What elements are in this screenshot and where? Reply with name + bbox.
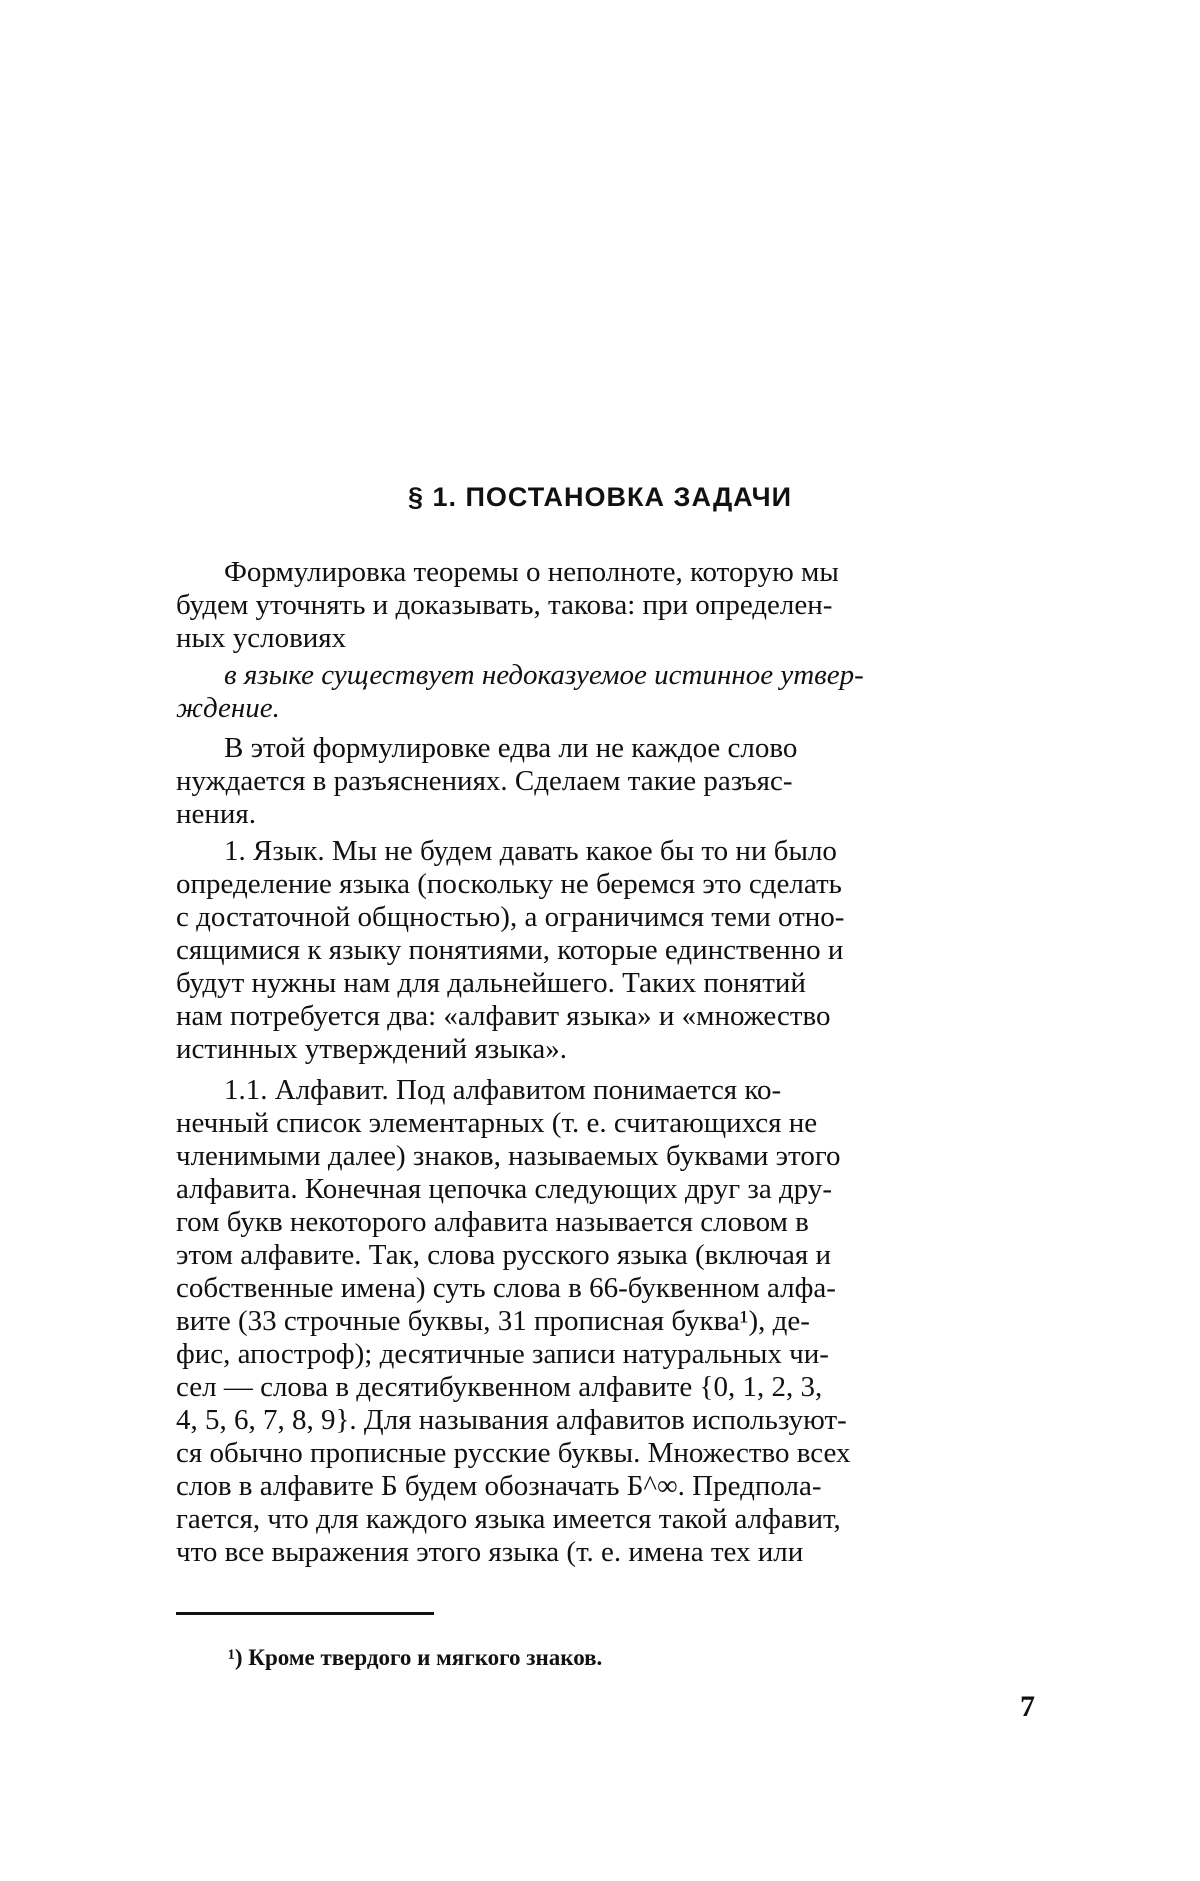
- footnote-divider: [176, 1612, 434, 1615]
- text-line: слов в алфавите Б будем обозначать Б^∞. Предпола-: [176, 1470, 822, 1502]
- text-line: сел — слова в десятибуквенном алфавите {0, 1, 2, 3,: [176, 1371, 823, 1403]
- paragraph-formulation: [176, 556, 1036, 655]
- text-line: нуждается в разъяснениях. Сделаем такие разъяс-: [176, 765, 793, 797]
- text-line: нения.: [176, 798, 257, 830]
- text-line: нам потребуется два: «алфавит языка» и «множество: [176, 1000, 831, 1032]
- text-line: ных условиях: [176, 622, 347, 654]
- section-heading: § 1. ПОСТАНОВКА ЗАДАЧИ: [407, 482, 792, 512]
- text-line: членимыми далее) знаков, называемых буквами этого: [176, 1140, 841, 1172]
- text-line: гом букв некоторого алфавита называется словом в: [176, 1206, 809, 1238]
- text-line: гается, что для каждого языка имеется такой алфавит,: [176, 1503, 841, 1535]
- text-line: будут нужны нам для дальнейшего. Таких понятий: [176, 967, 806, 999]
- text-line: собственные имена) суть слова в 66-буквенном алфа-: [176, 1272, 836, 1304]
- text-line: Формулировка теоремы о неполноте, которую мы: [224, 556, 839, 588]
- text-line: в языке существует недоказуемое истинное утвер-: [224, 659, 864, 691]
- text-line: ждение.: [176, 692, 280, 724]
- text-line: сящимися к языку понятиями, которые единственно и: [176, 934, 844, 966]
- text-line: определение языка (поскольку не беремся это сделать: [176, 868, 842, 900]
- page-number: 7: [1020, 1690, 1035, 1723]
- text-line: 1.1. Алфавит. Под алфавитом понимается ко-: [224, 1074, 782, 1106]
- text-line: нечный список элементарных (т. е. считающихся не: [176, 1107, 818, 1139]
- footnote: ¹) Кроме твердого и мягкого знаков.: [228, 1645, 603, 1670]
- text-line: будем уточнять и доказывать, такова: при определен-: [176, 589, 833, 621]
- text-line: что все выражения этого языка (т. е. имена тех или: [176, 1536, 804, 1568]
- text-line: этом алфавите. Так, слова русского языка (включая и: [176, 1239, 832, 1271]
- theorem-statement: [176, 659, 1036, 725]
- text-line: 4, 5, 6, 7, 8, 9}. Для называния алфавитов используют-: [176, 1404, 847, 1436]
- text-line: вите (33 строчные буквы, 31 прописная буква¹), де-: [176, 1305, 810, 1337]
- paragraph-language: [176, 835, 1036, 1066]
- text-line: истинных утверждений языка».: [176, 1033, 567, 1065]
- text-line: с достаточной общностью), а ограничимся теми отно-: [176, 901, 845, 933]
- paragraph-alphabet: [176, 1074, 1036, 1569]
- text-line: В этой формулировке едва ли не каждое слово: [224, 732, 798, 764]
- text-line: ся обычно прописные русские буквы. Множество всех: [176, 1437, 851, 1469]
- text-line: фис, апостроф); десятичные записи натуральных чи-: [176, 1338, 829, 1370]
- text-line: 1. Язык. Мы не будем давать какое бы то ни было: [224, 835, 837, 867]
- paragraph-explanation: [176, 732, 1036, 831]
- text-line: алфавита. Конечная цепочка следующих друг за дру-: [176, 1173, 832, 1205]
